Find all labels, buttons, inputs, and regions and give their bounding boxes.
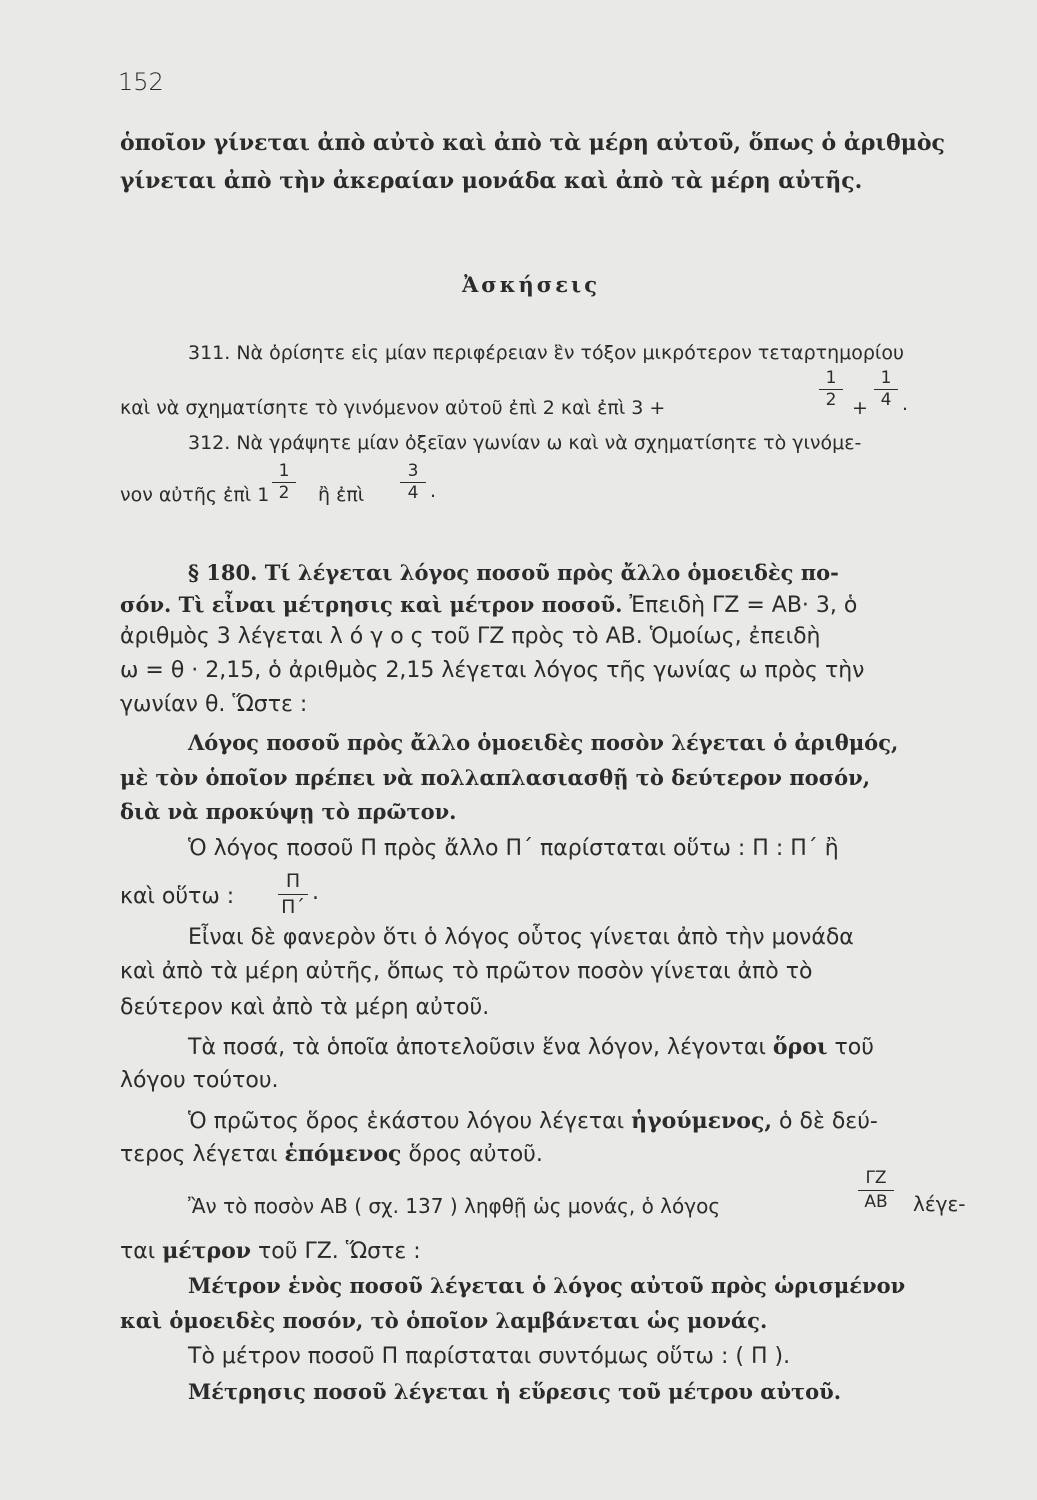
paragraph-6-text-c: τοῦ ΓΖ. Ὥστε : <box>251 1239 421 1264</box>
fraction-numerator: Π <box>285 870 301 892</box>
definition-measurement: Μέτρησις ποσοῦ λέγεται ἡ εὕρεσις τοῦ μέτρου αὐτοῦ. <box>188 1379 842 1404</box>
definition-measure-line-1: Μέτρον ἑνὸς ποσοῦ λέγεται ὁ λόγος αὐτοῦ πρὸς ὡρισμένον <box>188 1273 906 1298</box>
page-number: 152 <box>118 68 164 96</box>
paragraph-5-line-2 <box>120 1141 543 1167</box>
paragraph-4-line-1 <box>188 1034 874 1060</box>
paragraph-4-text-c: τοῦ <box>827 1035 874 1060</box>
fraction-numerator: ΓΖ <box>865 1168 887 1188</box>
paragraph-3-line-2: καὶ ἀπὸ τὰ μέρη αὐτῆς, ὅπως τὸ πρῶτον ποσὸν γίνεται ἀπὸ τὸ <box>120 959 813 984</box>
definition-measure-line-2: καὶ ὁμοειδὲς ποσόν, τὸ ὁποῖον λαμβάνεται ὡς μονάς. <box>120 1308 768 1333</box>
fraction-denominator: 4 <box>880 390 892 410</box>
paragraph-6-text-a: ται <box>120 1239 163 1264</box>
exercise-312-period: . <box>430 480 437 502</box>
section-180-heading-line-2: σόν. Τὶ εἶναι μέτρησις καὶ μέτρον ποσοῦ. <box>120 592 623 617</box>
term-oroi: ὅροι <box>772 1034 828 1060</box>
definition-ratio-line-2: μὲ τὸν ὁποῖον πρέπει νὰ πολλαπλασιασθῇ τὸ δεύτερον ποσόν, <box>120 765 871 790</box>
paragraph-5-line-1 <box>188 1108 878 1134</box>
section-180-line-5: γωνίαν θ. Ὥστε : <box>120 692 308 717</box>
definition-ratio-line-3: διὰ νὰ προκύψῃ τὸ πρῶτον. <box>120 799 457 824</box>
exercises-heading: Ἀσκήσεις <box>462 272 600 297</box>
fraction-one-quarter <box>874 370 898 409</box>
section-180-line-3: ἀριθμὸς 3 λέγεται λ ό γ ο ς τοῦ ΓΖ πρὸς τὸ ΑΒ. Ὁμοίως, ἐπειδὴ <box>120 624 821 649</box>
fraction-numerator: 1 <box>825 368 837 388</box>
fraction-denominator: Π΄ <box>281 896 305 918</box>
section-180-line-2-text: Ἐπειδὴ ΓΖ = ΑΒ· 3, ὁ <box>622 593 858 618</box>
term-igoumenos: ἡγούμενος, <box>631 1108 773 1134</box>
paragraph-4-text-a: Τὰ ποσά, τὰ ὁποῖα ἀποτελοῦσιν ἕνα λόγον, λέγονται <box>188 1035 773 1060</box>
exercise-311-plus: + <box>852 397 868 419</box>
intro-line-1: ὁποῖον γίνεται ἀπὸ αὐτὸ καὶ ἀπὸ τὰ μέρη αὐτοῦ, ὅπως ὁ ἀριθμὸς <box>120 130 945 156</box>
fraction-one-half <box>819 370 843 409</box>
paragraph-5-text-e: ὅρος αὐτοῦ. <box>401 1142 543 1167</box>
fraction-denominator: ΑΒ <box>864 1192 888 1212</box>
fraction-denominator: 4 <box>407 483 419 503</box>
paragraph-5-text-c: ὁ δὲ δεύ- <box>772 1109 878 1134</box>
exercise-311-line-2: καὶ νὰ σχηματίσητε τὸ γινόμενον αὐτοῦ ἐπὶ 2 καὶ ἐπὶ 3 + <box>120 397 666 419</box>
ratio-notation-period: . <box>312 880 319 905</box>
exercise-312-or: ἢ ἐπὶ <box>318 484 365 506</box>
paragraph-5-text-d: τερος λέγεται <box>120 1142 285 1167</box>
paragraph-5-text-a: Ὁ πρῶτος ὅρος ἑκάστου λόγου λέγεται <box>188 1109 632 1134</box>
measure-notation: Τὸ μέτρον ποσοῦ Π παρίσταται συντόμως οὕτω : ( Π ). <box>188 1344 791 1369</box>
paragraph-3-line-1: Εἶναι δὲ φανερὸν ὅτι ὁ λόγος οὗτος γίνεται ἀπὸ τὴν μονάδα <box>188 925 854 950</box>
fraction-three-quarters <box>400 463 426 502</box>
section-180-heading-line-1: § 180. Τί λέγεται λόγος ποσοῦ πρὸς ἄλλο ὁμοειδὲς πο- <box>188 560 839 585</box>
term-metron: μέτρον <box>162 1238 252 1264</box>
paragraph-6-line-1: Ἂν τὸ ποσὸν ΑΒ ( σχ. 137 ) ληφθῇ ὡς μονάς, ὁ λόγος <box>188 1194 721 1218</box>
section-180-line-4: ω = θ · 2,15, ὁ ἀριθμὸς 2,15 λέγεται λόγος τῆς γωνίας ω πρὸς τὴν <box>120 658 865 683</box>
paragraph-6-line-2 <box>120 1238 421 1264</box>
fraction-numerator: 1 <box>278 461 290 481</box>
fraction-numerator: 1 <box>880 368 892 388</box>
ratio-notation-line-2: καὶ οὕτω : <box>120 884 235 909</box>
fraction-numerator: 3 <box>407 461 419 481</box>
paragraph-6-line-1-end: λέγε- <box>913 1192 966 1216</box>
paragraph-3-line-3: δεύτερον καὶ ἀπὸ τὰ μέρη αὐτοῦ. <box>120 995 490 1020</box>
exercise-312-line-1: 312. Νὰ γράψητε μίαν ὀξεῖαν γωνίαν ω καὶ νὰ σχηματίσητε τὸ γινόμε- <box>188 432 862 454</box>
definition-ratio-line-1: Λόγος ποσοῦ πρὸς ἄλλο ὁμοειδὲς ποσὸν λέγεται ὁ ἀριθμός, <box>188 730 899 755</box>
intro-line-2: γίνεται ἀπὸ τὴν ἀκεραίαν μονάδα καὶ ἀπὸ τὰ μέρη αὐτῆς. <box>120 168 863 194</box>
exercise-311-line-1: 311. Νὰ ὁρίσητε εἰς μίαν περιφέρειαν ἓν τόξον μικρότερον τεταρτημορίου <box>188 342 904 364</box>
paragraph-4-line-2: λόγου τούτου. <box>120 1068 279 1093</box>
section-180-line-2 <box>120 592 857 618</box>
fraction-GZ-over-AB <box>858 1170 894 1211</box>
term-epomenos: ἑπόμενος <box>284 1141 402 1167</box>
fraction-denominator: 2 <box>278 483 290 503</box>
fraction-denominator: 2 <box>825 390 837 410</box>
exercise-312-line-2: νον αὐτῆς ἐπὶ 1 <box>120 484 270 506</box>
ratio-notation-line-1: Ὁ λόγος ποσοῦ Π πρὸς ἄλλο Π΄ παρίσταται οὕτω : Π : Π΄ ἢ <box>188 836 839 861</box>
fraction-P-over-P-prime <box>278 872 308 917</box>
exercise-311-period: . <box>902 393 909 415</box>
fraction-one-half-b <box>272 463 296 502</box>
